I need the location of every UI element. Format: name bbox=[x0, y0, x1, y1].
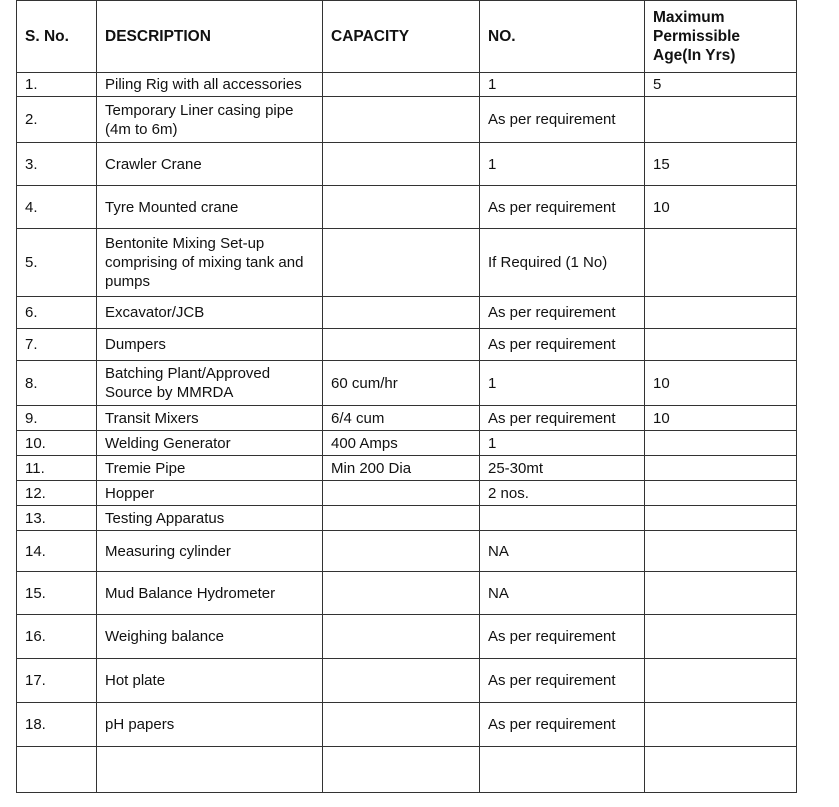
cell-capacity: 400 Amps bbox=[323, 431, 480, 456]
description-line: Welding Generator bbox=[105, 434, 231, 452]
cell-no: 1 bbox=[480, 73, 645, 97]
cell-sno: 2. bbox=[17, 97, 97, 143]
description-line: Tyre Mounted crane bbox=[105, 198, 239, 216]
cell-sno: 14. bbox=[17, 531, 97, 572]
description-line: Dumpers bbox=[105, 336, 166, 353]
cell-capacity bbox=[323, 572, 480, 615]
table-body bbox=[17, 73, 797, 793]
cell-capacity bbox=[323, 531, 480, 572]
cell-sno: 4. bbox=[17, 186, 97, 229]
cell-description bbox=[97, 703, 323, 747]
table-row bbox=[17, 615, 797, 659]
header-age-line: Age(In Yrs) bbox=[653, 47, 736, 64]
cell-capacity bbox=[323, 97, 480, 143]
description-line: Tremie Pipe bbox=[105, 459, 186, 477]
cell-no: As per requirement bbox=[480, 186, 645, 229]
table-row bbox=[17, 406, 797, 431]
cell-max-age bbox=[645, 506, 797, 531]
cell-sno: 16. bbox=[17, 615, 97, 659]
cell-description bbox=[97, 297, 323, 329]
table-row bbox=[17, 747, 797, 793]
header-sno: S. No. bbox=[17, 1, 97, 73]
cell-no: NA bbox=[480, 531, 645, 572]
header-max-age bbox=[645, 1, 797, 73]
table-row bbox=[17, 143, 797, 186]
table-row bbox=[17, 531, 797, 572]
cell-sno: 8. bbox=[17, 361, 97, 406]
description-line: Hopper bbox=[105, 484, 155, 502]
cell-no: As per requirement bbox=[480, 406, 645, 431]
cell-sno: 12. bbox=[17, 481, 97, 506]
cell-max-age: 5 bbox=[645, 73, 797, 97]
cell-max-age: 10 bbox=[645, 406, 797, 431]
cell-description bbox=[97, 406, 323, 431]
cell-sno: 13. bbox=[17, 506, 97, 531]
cell-no: As per requirement bbox=[480, 659, 645, 703]
cell-no: As per requirement bbox=[480, 97, 645, 143]
cell-sno: 11. bbox=[17, 456, 97, 481]
cell-no: 25-30mt bbox=[480, 456, 645, 481]
cell-sno: 17. bbox=[17, 659, 97, 703]
cell-description bbox=[97, 572, 323, 615]
cell-max-age bbox=[645, 329, 797, 361]
description-line: pumps bbox=[105, 273, 151, 290]
cell-sno: 15. bbox=[17, 572, 97, 615]
table-row bbox=[17, 431, 797, 456]
table-row bbox=[17, 572, 797, 615]
cell-max-age bbox=[645, 703, 797, 747]
description-line: Measuring cylinder bbox=[105, 542, 231, 560]
cell-max-age bbox=[645, 297, 797, 329]
header-capacity: CAPACITY bbox=[323, 1, 480, 73]
description-line: Excavator/JCB bbox=[105, 304, 205, 321]
table-row bbox=[17, 506, 797, 531]
cell-description bbox=[97, 329, 323, 361]
cell-description bbox=[97, 456, 323, 481]
table-row bbox=[17, 703, 797, 747]
cell-capacity bbox=[323, 297, 480, 329]
cell-max-age bbox=[645, 229, 797, 297]
cell-no bbox=[480, 747, 645, 793]
cell-description bbox=[97, 531, 323, 572]
cell-sno: 3. bbox=[17, 143, 97, 186]
cell-description bbox=[97, 506, 323, 531]
description-line: Temporary Liner casing pipe bbox=[105, 101, 294, 119]
cell-no: 1 bbox=[480, 143, 645, 186]
cell-sno: 5. bbox=[17, 229, 97, 297]
cell-max-age bbox=[645, 572, 797, 615]
cell-max-age bbox=[645, 481, 797, 506]
cell-max-age bbox=[645, 431, 797, 456]
cell-no: NA bbox=[480, 572, 645, 615]
table-row bbox=[17, 361, 797, 406]
cell-no: 1 bbox=[480, 431, 645, 456]
cell-sno: 9. bbox=[17, 406, 97, 431]
cell-no: As per requirement bbox=[480, 297, 645, 329]
description-line: Piling Rig with all accessories bbox=[105, 76, 302, 93]
cell-description bbox=[97, 361, 323, 406]
cell-capacity bbox=[323, 143, 480, 186]
cell-capacity bbox=[323, 186, 480, 229]
table-row bbox=[17, 481, 797, 506]
cell-max-age: 15 bbox=[645, 143, 797, 186]
equipment-table bbox=[16, 0, 797, 793]
cell-capacity bbox=[323, 659, 480, 703]
cell-capacity bbox=[323, 73, 480, 97]
table-row bbox=[17, 329, 797, 361]
header-age-line: Permissible bbox=[653, 28, 741, 45]
cell-capacity bbox=[323, 506, 480, 531]
cell-sno bbox=[17, 747, 97, 793]
cell-capacity bbox=[323, 747, 480, 793]
cell-no: If Required (1 No) bbox=[480, 229, 645, 297]
description-line: Mud Balance Hydrometer bbox=[105, 584, 276, 602]
cell-max-age: 10 bbox=[645, 186, 797, 229]
header-description: DESCRIPTION bbox=[97, 1, 323, 73]
cell-no: As per requirement bbox=[480, 703, 645, 747]
cell-capacity bbox=[323, 229, 480, 297]
cell-description bbox=[97, 481, 323, 506]
cell-description bbox=[97, 431, 323, 456]
cell-sno: 10. bbox=[17, 431, 97, 456]
description-line: Bentonite Mixing Set-up bbox=[105, 235, 265, 252]
description-line: Transit Mixers bbox=[105, 409, 199, 427]
table-row bbox=[17, 186, 797, 229]
cell-max-age bbox=[645, 747, 797, 793]
table-row bbox=[17, 456, 797, 481]
cell-no: 2 nos. bbox=[480, 481, 645, 506]
cell-capacity: Min 200 Dia bbox=[323, 456, 480, 481]
cell-description bbox=[97, 97, 323, 143]
cell-description bbox=[97, 229, 323, 297]
cell-max-age bbox=[645, 615, 797, 659]
cell-capacity: 60 cum/hr bbox=[323, 361, 480, 406]
table-row bbox=[17, 659, 797, 703]
cell-max-age bbox=[645, 97, 797, 143]
cell-capacity bbox=[323, 481, 480, 506]
cell-max-age bbox=[645, 531, 797, 572]
cell-description bbox=[97, 73, 323, 97]
cell-no bbox=[480, 506, 645, 531]
cell-description bbox=[97, 143, 323, 186]
table-row bbox=[17, 229, 797, 297]
cell-description bbox=[97, 747, 323, 793]
header-no: NO. bbox=[480, 1, 645, 73]
description-line: Testing Apparatus bbox=[105, 509, 225, 527]
description-line: comprising of mixing tank and bbox=[105, 254, 304, 271]
description-line: (4m to 6m) bbox=[105, 120, 178, 138]
cell-description bbox=[97, 186, 323, 229]
cell-capacity bbox=[323, 703, 480, 747]
cell-no: As per requirement bbox=[480, 615, 645, 659]
header-age-line: Maximum bbox=[653, 9, 725, 26]
cell-sno: 1. bbox=[17, 73, 97, 97]
cell-sno: 6. bbox=[17, 297, 97, 329]
cell-no: 1 bbox=[480, 361, 645, 406]
description-line: Batching Plant/Approved bbox=[105, 365, 271, 382]
header-row bbox=[17, 1, 797, 73]
cell-max-age: 10 bbox=[645, 361, 797, 406]
description-line: Weighing balance bbox=[105, 628, 224, 645]
cell-capacity bbox=[323, 615, 480, 659]
description-line: pH papers bbox=[105, 716, 175, 733]
description-line: Source by MMRDA bbox=[105, 384, 234, 401]
table-row bbox=[17, 73, 797, 97]
cell-sno: 18. bbox=[17, 703, 97, 747]
cell-max-age bbox=[645, 456, 797, 481]
table-row bbox=[17, 97, 797, 143]
cell-capacity bbox=[323, 329, 480, 361]
table-row bbox=[17, 297, 797, 329]
cell-description bbox=[97, 615, 323, 659]
cell-description bbox=[97, 659, 323, 703]
description-line: Hot plate bbox=[105, 672, 166, 689]
cell-capacity: 6/4 cum bbox=[323, 406, 480, 431]
cell-sno: 7. bbox=[17, 329, 97, 361]
cell-no: As per requirement bbox=[480, 329, 645, 361]
description-line: Crawler Crane bbox=[105, 155, 202, 173]
cell-max-age bbox=[645, 659, 797, 703]
